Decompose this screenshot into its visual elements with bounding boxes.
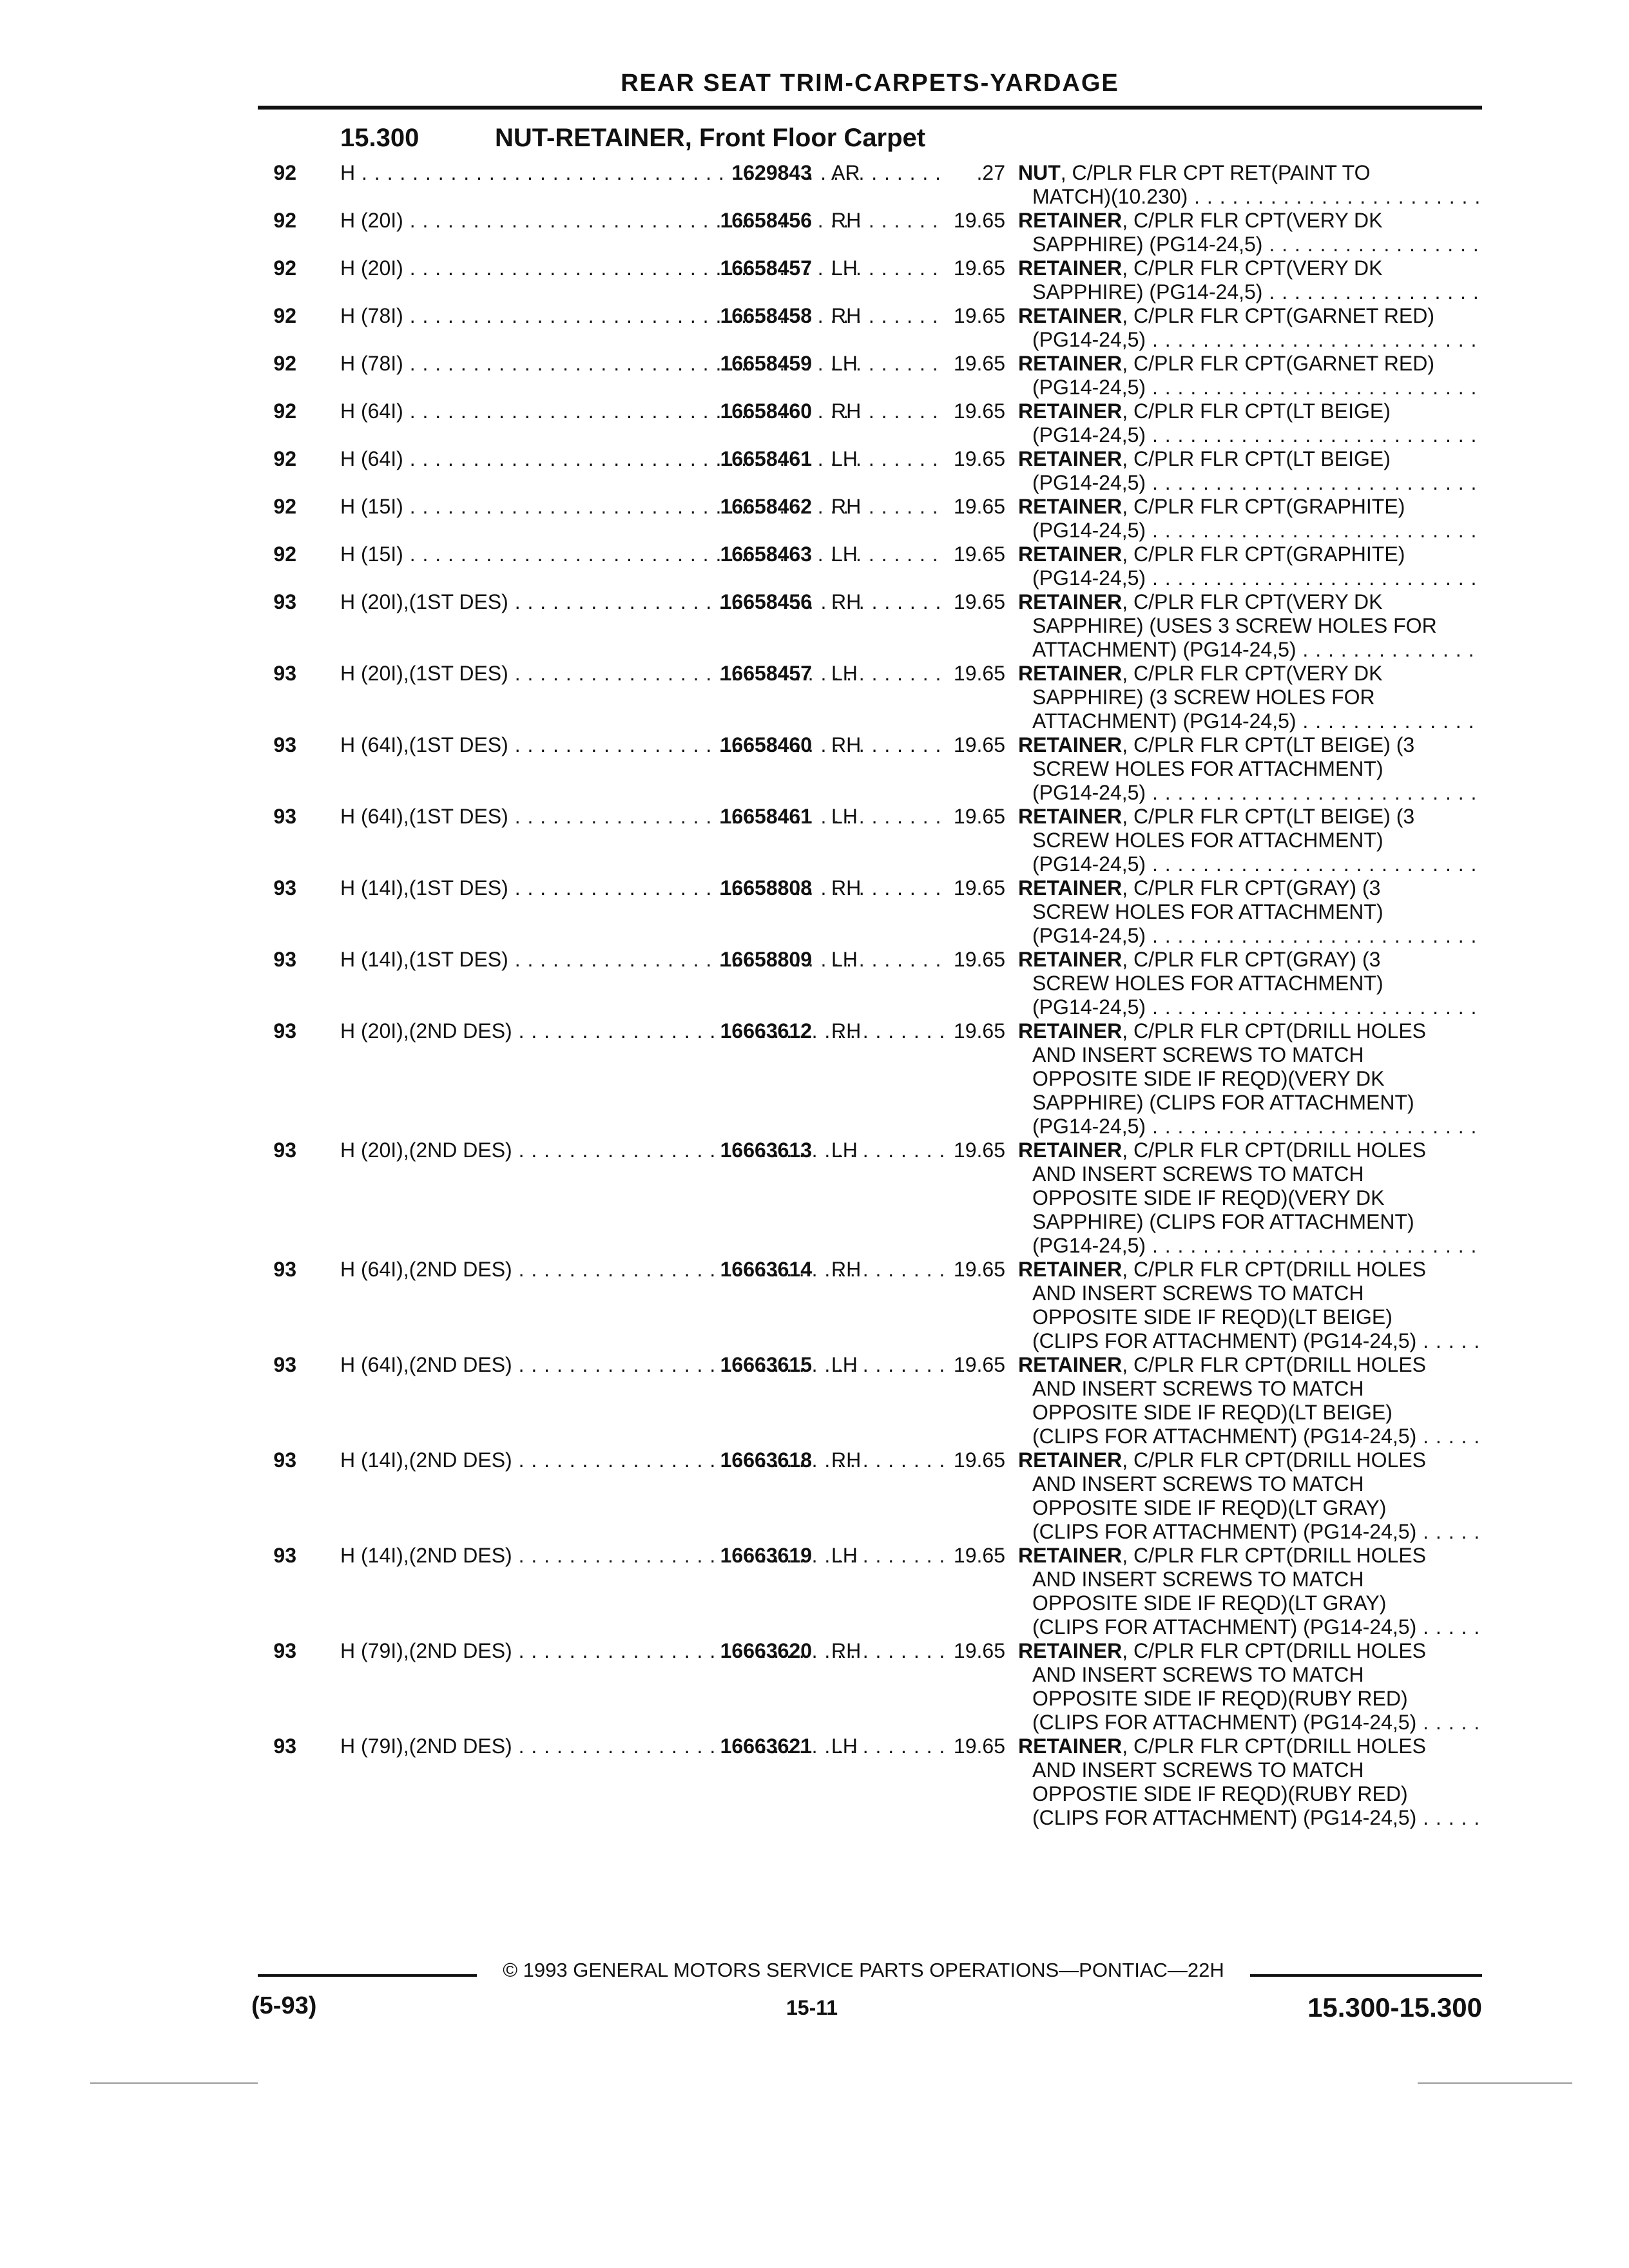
description-line: (CLIPS FOR ATTACHMENT) (PG14-24,5) . . . [1032, 1615, 1482, 1639]
side-code: RH [831, 399, 862, 423]
application: H (20I),(2ND DES) . . . [340, 1019, 943, 1043]
figure-number: 93 [273, 1139, 296, 1162]
description [1018, 495, 1482, 543]
part-row [258, 662, 1482, 733]
figure-number: 92 [273, 161, 296, 184]
price: 19.65 [953, 1139, 1005, 1162]
description-line: RETAINER, C/PLR FLR CPT(GRAPHITE) [1018, 543, 1405, 566]
scan-artifact [1418, 2082, 1572, 2084]
part-row [258, 590, 1482, 662]
description [1018, 1448, 1482, 1544]
description-line: OPPOSITE SIDE IF REQD)(LT BEIGE) [1032, 1401, 1393, 1424]
description-line: OPPOSITE SIDE IF REQD)(RUBY RED) [1032, 1687, 1408, 1710]
side-code: LH [831, 948, 858, 971]
description [1018, 805, 1482, 876]
price: 19.65 [953, 1258, 1005, 1281]
price: 19.65 [953, 1353, 1005, 1376]
part-number: 16663615 [720, 1353, 812, 1376]
application: H (78I) . . . [340, 304, 943, 328]
page-header [258, 70, 1482, 110]
description [1018, 1353, 1482, 1448]
figure-number: 92 [273, 352, 296, 375]
side-code: LH [831, 352, 858, 375]
description-line: AND INSERT SCREWS TO MATCH [1032, 1663, 1364, 1686]
price: 19.65 [953, 1448, 1005, 1472]
side-code: LH [831, 256, 858, 280]
part-row [258, 495, 1482, 543]
description-keyword: RETAINER [1018, 662, 1123, 685]
price: 19.65 [953, 209, 1005, 232]
description-line: SAPPHIRE) (CLIPS FOR ATTACHMENT) [1032, 1091, 1414, 1114]
description [1018, 447, 1482, 495]
description-line: (PG14-24,5) . . . [1032, 376, 1482, 399]
description-line: RETAINER, C/PLR FLR CPT(VERY DK [1018, 590, 1383, 613]
figure-number: 93 [273, 1448, 296, 1472]
side-code: RH [831, 876, 862, 899]
side-code: LH [831, 1735, 858, 1758]
description-line: OPPOSITE SIDE IF REQD)(LT GRAY) [1032, 1496, 1387, 1519]
description-keyword: RETAINER [1018, 352, 1123, 375]
description-line: ATTACHMENT) (PG14-24,5) . . . [1032, 709, 1482, 733]
part-row [258, 352, 1482, 399]
part-number: 16658457 [720, 662, 812, 685]
description [1018, 590, 1482, 662]
part-row [258, 447, 1482, 495]
description-keyword: RETAINER [1018, 399, 1123, 423]
description [1018, 161, 1482, 209]
price: 19.65 [953, 1544, 1005, 1567]
footer-section-range: 15.300-15.300 [1307, 1992, 1482, 2023]
description-keyword: RETAINER [1018, 733, 1123, 756]
description-line: (PG14-24,5) . . . [1032, 1234, 1482, 1258]
description-line: ATTACHMENT) (PG14-24,5) . . . [1032, 638, 1482, 662]
part-row [258, 1258, 1482, 1353]
description [1018, 1139, 1482, 1258]
figure-number: 93 [273, 1544, 296, 1567]
section-name: NUT-RETAINER, Front Floor Carpet [495, 124, 926, 152]
part-number: 16658458 [720, 304, 812, 327]
price: 19.65 [953, 948, 1005, 971]
description [1018, 352, 1482, 399]
part-row [258, 1448, 1482, 1544]
description-line: (CLIPS FOR ATTACHMENT) (PG14-24,5) . . . [1032, 1329, 1482, 1353]
part-row [258, 733, 1482, 805]
description-keyword: RETAINER [1018, 447, 1123, 470]
part-number: 16663614 [720, 1258, 812, 1281]
description-line: AND INSERT SCREWS TO MATCH [1032, 1758, 1364, 1782]
description-line: (PG14-24,5) . . . [1032, 924, 1482, 948]
description [1018, 543, 1482, 590]
description-keyword: RETAINER [1018, 543, 1123, 566]
application: H (15I) . . . [340, 495, 943, 519]
description-line: NUT, C/PLR FLR CPT RET(PAINT TO [1018, 161, 1371, 184]
description-line: OPPOSITE SIDE IF REQD)(LT BEIGE) [1032, 1305, 1393, 1329]
figure-number: 93 [273, 1639, 296, 1662]
application: H . . . [340, 161, 943, 185]
part-row [258, 543, 1482, 590]
figure-number: 93 [273, 1019, 296, 1043]
description-line: RETAINER, C/PLR FLR CPT(VERY DK [1018, 662, 1383, 685]
figure-number: 92 [273, 209, 296, 232]
part-row [258, 256, 1482, 304]
part-number: 16658457 [720, 256, 812, 280]
side-code: LH [831, 1139, 858, 1162]
figure-number: 92 [273, 256, 296, 280]
description-line: AND INSERT SCREWS TO MATCH [1032, 1282, 1364, 1305]
side-code: RH [831, 304, 862, 327]
side-code: LH [831, 805, 858, 828]
application: H (64I) . . . [340, 399, 943, 423]
description-line: SAPPHIRE) (CLIPS FOR ATTACHMENT) [1032, 1210, 1414, 1233]
price: 19.65 [953, 590, 1005, 613]
description-line: (CLIPS FOR ATTACHMENT) (PG14-24,5) . . . [1032, 1711, 1482, 1735]
description-line: RETAINER, C/PLR FLR CPT(GRAY) (3 [1018, 948, 1381, 971]
description-line: (PG14-24,5) . . . [1032, 781, 1482, 805]
description-line: RETAINER, C/PLR FLR CPT(LT BEIGE) [1018, 447, 1391, 470]
description-line: RETAINER, C/PLR FLR CPT(VERY DK [1018, 256, 1383, 280]
part-number: 16663620 [720, 1639, 812, 1662]
part-row [258, 948, 1482, 1019]
description-keyword: RETAINER [1018, 304, 1123, 327]
side-code: RH [831, 495, 862, 518]
description-line: (PG14-24,5) . . . [1032, 852, 1482, 876]
footer-date-code: (5-93) [251, 1992, 317, 2019]
description-keyword: RETAINER [1018, 256, 1123, 280]
part-number: 16658456 [720, 209, 812, 232]
description-line: RETAINER, C/PLR FLR CPT(DRILL HOLES [1018, 1019, 1426, 1043]
figure-number: 93 [273, 662, 296, 685]
description-line: (PG14-24,5) . . . [1032, 566, 1482, 590]
description-line: (PG14-24,5) . . . [1032, 1115, 1482, 1139]
figure-number: 92 [273, 304, 296, 327]
description [1018, 209, 1482, 256]
description-keyword: RETAINER [1018, 948, 1123, 971]
application: H (79I),(2ND DES) . . . [340, 1735, 943, 1758]
application: H (20I),(2ND DES) . . . [340, 1139, 943, 1162]
description-line: OPPOSTIE SIDE IF REQD)(RUBY RED) [1032, 1782, 1408, 1805]
description-keyword: RETAINER [1018, 1019, 1123, 1043]
price: 19.65 [953, 1735, 1005, 1758]
description [1018, 662, 1482, 733]
description-line: RETAINER, C/PLR FLR CPT(VERY DK [1018, 209, 1383, 232]
description-keyword: NUT [1018, 161, 1061, 184]
description-line: MATCH)(10.230) . . . [1032, 185, 1482, 209]
part-number: 16658456 [720, 590, 812, 613]
description-line: OPPOSITE SIDE IF REQD)(VERY DK [1032, 1186, 1385, 1209]
side-code: RH [831, 590, 862, 613]
part-number: 16658462 [720, 495, 812, 518]
part-row [258, 1139, 1482, 1258]
description-keyword: RETAINER [1018, 1448, 1123, 1472]
description-keyword: RETAINER [1018, 590, 1123, 613]
application: H (79I),(2ND DES) . . . [340, 1639, 943, 1663]
description [1018, 1258, 1482, 1353]
section-number: 15.300 [340, 124, 419, 152]
part-row [258, 304, 1482, 352]
description-line: OPPOSITE SIDE IF REQD)(LT GRAY) [1032, 1591, 1387, 1615]
description-line: (PG14-24,5) . . . [1032, 995, 1482, 1019]
application: H (20I),(1ST DES) . . . [340, 662, 943, 686]
application: H (14I),(2ND DES) . . . [340, 1544, 943, 1568]
side-code: RH [831, 733, 862, 756]
price: 19.65 [953, 304, 1005, 327]
part-row [258, 209, 1482, 256]
part-row [258, 1639, 1482, 1735]
description [1018, 1639, 1482, 1735]
figure-number: 93 [273, 590, 296, 613]
description-line: RETAINER, C/PLR FLR CPT(LT BEIGE) (3 [1018, 805, 1415, 828]
description-line: RETAINER, C/PLR FLR CPT(DRILL HOLES [1018, 1448, 1426, 1472]
side-code: LH [831, 662, 858, 685]
part-number: 16658461 [720, 447, 812, 470]
application: H (64I),(2ND DES) . . . [340, 1258, 943, 1282]
description-line: AND INSERT SCREWS TO MATCH [1032, 1377, 1364, 1400]
description [1018, 399, 1482, 447]
description [1018, 304, 1482, 352]
price: 19.65 [953, 495, 1005, 518]
description-keyword: RETAINER [1018, 805, 1123, 828]
description-line: AND INSERT SCREWS TO MATCH [1032, 1472, 1364, 1495]
part-number: 16663619 [720, 1544, 812, 1567]
part-row [258, 805, 1482, 876]
description-line: AND INSERT SCREWS TO MATCH [1032, 1162, 1364, 1186]
description-keyword: RETAINER [1018, 876, 1123, 899]
side-code: AR [831, 161, 860, 184]
description-line: RETAINER, C/PLR FLR CPT(DRILL HOLES [1018, 1139, 1426, 1162]
description-line: SCREW HOLES FOR ATTACHMENT) [1032, 757, 1383, 780]
part-number: 16663613 [720, 1139, 812, 1162]
scan-artifact [90, 2082, 258, 2084]
description-line: SCREW HOLES FOR ATTACHMENT) [1032, 829, 1383, 852]
part-number: 16658459 [720, 352, 812, 375]
side-code: RH [831, 1019, 862, 1043]
description [1018, 733, 1482, 805]
description-keyword: RETAINER [1018, 495, 1123, 518]
section-heading [340, 124, 925, 153]
part-number: 16663618 [720, 1448, 812, 1472]
description-line: AND INSERT SCREWS TO MATCH [1032, 1568, 1364, 1591]
figure-number: 93 [273, 1735, 296, 1758]
figure-number: 93 [273, 1258, 296, 1281]
application: H (78I) . . . [340, 352, 943, 376]
application: H (64I),(2ND DES) . . . [340, 1353, 943, 1377]
part-number: 16658463 [720, 543, 812, 566]
description-keyword: RETAINER [1018, 1544, 1123, 1567]
figure-number: 92 [273, 447, 296, 470]
description-line: AND INSERT SCREWS TO MATCH [1032, 1043, 1364, 1066]
part-row [258, 1544, 1482, 1639]
description-keyword: RETAINER [1018, 1139, 1123, 1162]
part-number: 16658809 [720, 948, 812, 971]
part-number: 16658808 [720, 876, 812, 899]
application: H (64I),(1ST DES) . . . [340, 733, 943, 757]
description-keyword: RETAINER [1018, 1735, 1123, 1758]
footer-copyright: © 1993 GENERAL MOTORS SERVICE PARTS OPERATIONS—PONTIAC—22H [503, 1959, 1224, 1981]
description-line: OPPOSITE SIDE IF REQD)(VERY DK [1032, 1067, 1385, 1090]
side-code: LH [831, 1353, 858, 1376]
description-line: (PG14-24,5) . . . [1032, 519, 1482, 543]
part-number: 16658461 [720, 805, 812, 828]
price: 19.65 [953, 733, 1005, 756]
price: 19.65 [953, 256, 1005, 280]
side-code: RH [831, 1639, 862, 1662]
footer-page-number: 15-11 [786, 1996, 838, 2019]
part-number: 16663612 [720, 1019, 812, 1043]
part-row [258, 1019, 1482, 1139]
description-line: (PG14-24,5) . . . [1032, 328, 1482, 352]
price: 19.65 [953, 399, 1005, 423]
side-code: LH [831, 1544, 858, 1567]
part-number: 1629843 [731, 161, 812, 184]
description-line: (PG14-24,5) . . . [1032, 471, 1482, 495]
description-keyword: RETAINER [1018, 1353, 1123, 1376]
price: 19.65 [953, 1639, 1005, 1662]
part-number: 16658460 [720, 733, 812, 756]
page-footer [251, 1959, 1482, 2036]
application: H (20I) . . . [340, 256, 943, 280]
figure-number: 92 [273, 495, 296, 518]
description-line: (CLIPS FOR ATTACHMENT) (PG14-24,5) . . . [1032, 1806, 1482, 1830]
description [1018, 948, 1482, 1019]
description-line: (PG14-24,5) . . . [1032, 423, 1482, 447]
part-number: 16663621 [720, 1735, 812, 1758]
figure-number: 93 [273, 948, 296, 971]
figure-number: 92 [273, 399, 296, 423]
description-keyword: RETAINER [1018, 1639, 1123, 1662]
description-keyword: RETAINER [1018, 209, 1123, 232]
description-line: RETAINER, C/PLR FLR CPT(LT BEIGE) (3 [1018, 733, 1415, 756]
price: 19.65 [953, 543, 1005, 566]
figure-number: 93 [273, 733, 296, 756]
price: .27 [976, 161, 1005, 184]
side-code: LH [831, 543, 858, 566]
description [1018, 1019, 1482, 1139]
description-line: SAPPHIRE) (3 SCREW HOLES FOR [1032, 686, 1375, 709]
figure-number: 93 [273, 805, 296, 828]
part-row [258, 399, 1482, 447]
figure-number: 93 [273, 1353, 296, 1376]
application: H (14I),(1ST DES) . . . [340, 876, 943, 900]
side-code: LH [831, 447, 858, 470]
description [1018, 876, 1482, 948]
price: 19.65 [953, 876, 1005, 899]
figure-number: 92 [273, 543, 296, 566]
side-code: RH [831, 209, 862, 232]
page-title: REAR SEAT TRIM-CARPETS-YARDAGE [621, 70, 1119, 97]
application: H (20I),(1ST DES) . . . [340, 590, 943, 614]
description-line: RETAINER, C/PLR FLR CPT(DRILL HOLES [1018, 1353, 1426, 1376]
price: 19.65 [953, 447, 1005, 470]
description-line: RETAINER, C/PLR FLR CPT(GRAPHITE) [1018, 495, 1405, 518]
description-line: RETAINER, C/PLR FLR CPT(DRILL HOLES [1018, 1735, 1426, 1758]
price: 19.65 [953, 352, 1005, 375]
description-line: (CLIPS FOR ATTACHMENT) (PG14-24,5) . . . [1032, 1520, 1482, 1544]
description-line: RETAINER, C/PLR FLR CPT(GRAY) (3 [1018, 876, 1381, 899]
description-line: RETAINER, C/PLR FLR CPT(GARNET RED) [1018, 352, 1434, 375]
price: 19.65 [953, 805, 1005, 828]
application: H (20I) . . . [340, 209, 943, 233]
footer-rule [1250, 1974, 1482, 1977]
parts-list [258, 161, 1482, 1830]
part-row [258, 1735, 1482, 1830]
description-line: RETAINER, C/PLR FLR CPT(GARNET RED) [1018, 304, 1434, 327]
description-line: RETAINER, C/PLR FLR CPT(DRILL HOLES [1018, 1544, 1426, 1567]
description [1018, 1735, 1482, 1830]
description-line: RETAINER, C/PLR FLR CPT(DRILL HOLES [1018, 1639, 1426, 1662]
part-number: 16658460 [720, 399, 812, 423]
description-line: RETAINER, C/PLR FLR CPT(DRILL HOLES [1018, 1258, 1426, 1281]
side-code: RH [831, 1258, 862, 1281]
description-line: SCREW HOLES FOR ATTACHMENT) [1032, 972, 1383, 995]
description-line: SCREW HOLES FOR ATTACHMENT) [1032, 900, 1383, 923]
figure-number: 93 [273, 876, 296, 899]
application: H (64I) . . . [340, 447, 943, 471]
part-row [258, 876, 1482, 948]
description-keyword: RETAINER [1018, 1258, 1123, 1281]
application: H (15I) . . . [340, 543, 943, 566]
description-line: RETAINER, C/PLR FLR CPT(LT BEIGE) [1018, 399, 1391, 423]
description [1018, 1544, 1482, 1639]
price: 19.65 [953, 1019, 1005, 1043]
part-row [258, 161, 1482, 209]
side-code: RH [831, 1448, 862, 1472]
description-line: SAPPHIRE) (PG14-24,5) . . . [1032, 233, 1482, 256]
footer-rule [258, 1974, 477, 1977]
description-line: (CLIPS FOR ATTACHMENT) (PG14-24,5) . . . [1032, 1425, 1482, 1448]
description [1018, 256, 1482, 304]
part-row [258, 1353, 1482, 1448]
application: H (64I),(1ST DES) . . . [340, 805, 943, 829]
description-line: SAPPHIRE) (PG14-24,5) . . . [1032, 280, 1482, 304]
application: H (14I),(1ST DES) . . . [340, 948, 943, 972]
description-line: SAPPHIRE) (USES 3 SCREW HOLES FOR [1032, 614, 1437, 637]
application: H (14I),(2ND DES) . . . [340, 1448, 943, 1472]
price: 19.65 [953, 662, 1005, 685]
